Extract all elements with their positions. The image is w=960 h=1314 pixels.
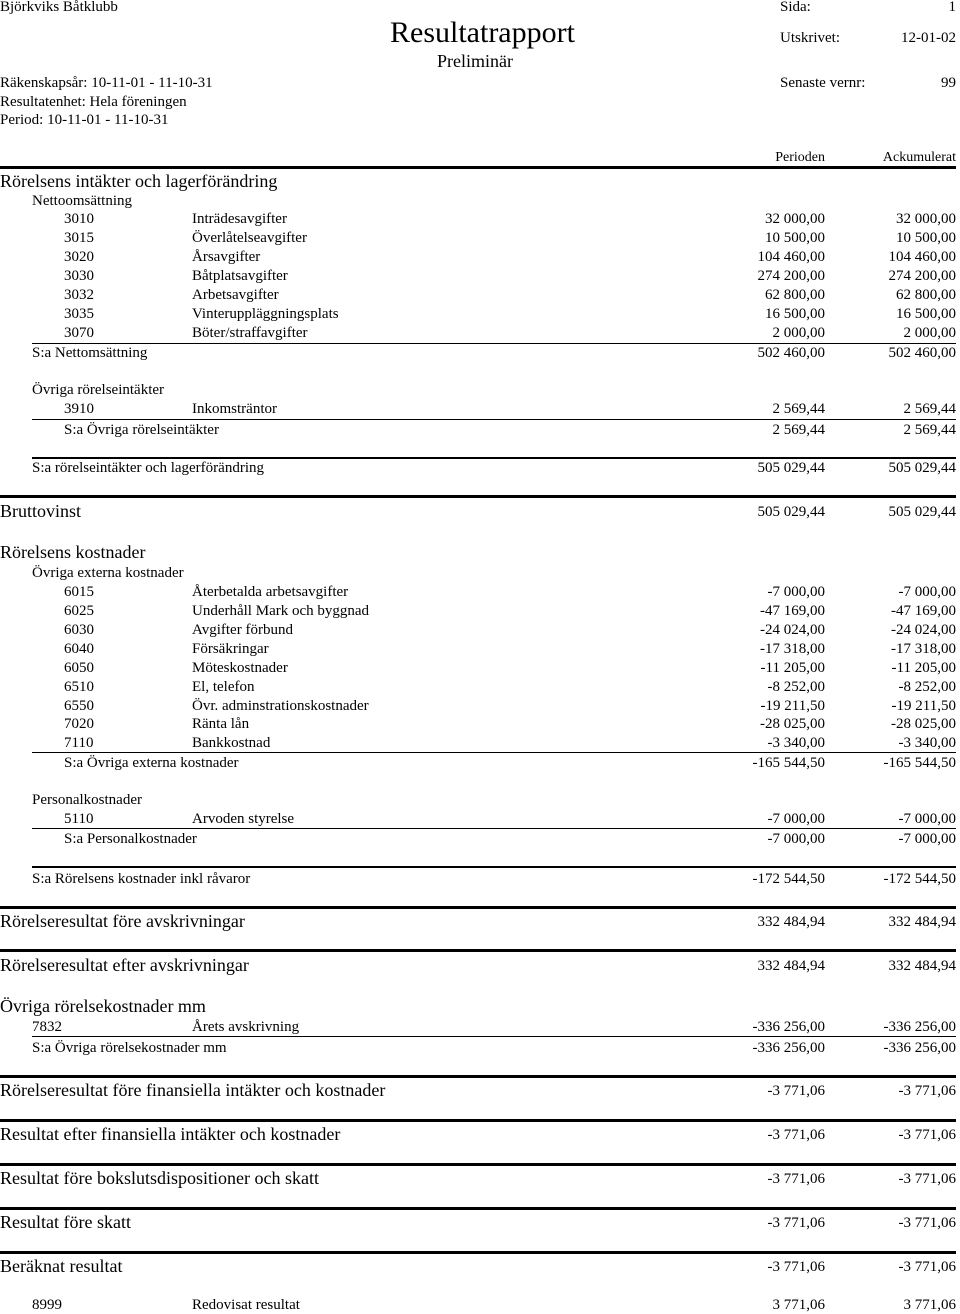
period-value: -7 000,00 — [767, 831, 825, 847]
result-rule — [0, 1163, 956, 1166]
subtotal-rule — [32, 828, 956, 829]
period-value: -11 205,00 — [760, 660, 825, 676]
accum-value: -7 000,00 — [898, 584, 956, 600]
account-number: 6050 — [64, 660, 94, 676]
period-value: -3 771,06 — [767, 1259, 825, 1275]
period-value: -28 025,00 — [760, 716, 825, 732]
account-number: 7020 — [64, 716, 94, 732]
period-value: 16 500,00 — [765, 306, 825, 322]
accum-value: -7 000,00 — [898, 831, 956, 847]
subtotal-label: S:a Övriga rörelsekostnader mm — [32, 1040, 227, 1056]
total-label: S:a rörelseintäkter och lagerförändring — [32, 460, 264, 476]
accum-value: 104 460,00 — [888, 249, 956, 265]
accum-value: 3 771,06 — [903, 1297, 956, 1313]
account-name: Vinteruppläggningsplats — [192, 306, 339, 322]
group-heading: Övriga externa kostnader — [32, 565, 184, 581]
account-number: 6040 — [64, 641, 94, 657]
account-name: Arbetsavgifter — [192, 287, 279, 303]
account-name: Övr. adminstrationskostnader — [192, 698, 369, 714]
period-value: 332 484,94 — [757, 914, 825, 930]
total-label: S:a Rörelsens kostnader inkl råvaror — [32, 871, 251, 887]
subtotal-rule — [32, 752, 956, 753]
accum-value: 502 460,00 — [888, 345, 956, 361]
account-number: 6025 — [64, 603, 94, 619]
accum-value: 10 500,00 — [896, 230, 956, 246]
period-value: -24 024,00 — [760, 622, 825, 638]
accum-value: -11 205,00 — [891, 660, 956, 676]
account-name: Möteskostnader — [192, 660, 288, 676]
account-number: 3020 — [64, 249, 94, 265]
accum-value: 2 569,44 — [903, 422, 956, 438]
account-number: 5110 — [64, 811, 94, 827]
account-number: 3910 — [64, 401, 94, 417]
accum-value: -17 318,00 — [891, 641, 956, 657]
accum-value: 32 000,00 — [896, 211, 956, 227]
period-value: -3 771,06 — [767, 1171, 825, 1187]
account-name: Avgifter förbund — [192, 622, 293, 638]
account-number: 8999 — [32, 1297, 62, 1313]
report-subtitle: Preliminär — [437, 51, 513, 71]
account-name: Böter/straffavgifter — [192, 325, 308, 341]
account-name: Försäkringar — [192, 641, 269, 657]
group-heading: Personalkostnader — [32, 792, 142, 808]
account-name: Årets avskrivning — [192, 1019, 300, 1035]
result-rule — [0, 906, 956, 909]
account-number: 6510 — [64, 679, 94, 695]
accum-value: 62 800,00 — [896, 287, 956, 303]
period-value: 502 460,00 — [757, 345, 825, 361]
accum-value: 16 500,00 — [896, 306, 956, 322]
period-value: -8 252,00 — [767, 679, 825, 695]
account-name: Arvoden styrelse — [192, 811, 295, 827]
period-value: 2 569,44 — [772, 422, 825, 438]
account-name: Inträdesavgifter — [192, 211, 287, 227]
total-rule — [32, 457, 956, 459]
period-value: -172 544,50 — [752, 871, 825, 887]
account-name: Ränta lån — [192, 716, 250, 732]
result-rule — [0, 1119, 956, 1122]
page-value: 1 — [948, 0, 956, 15]
accum-value: -7 000,00 — [898, 811, 956, 827]
subtotal-label: S:a Övriga rörelseintäkter — [64, 422, 219, 438]
result-label: Rörelseresultat före avskrivningar — [0, 911, 245, 931]
accum-value: -3 340,00 — [898, 735, 956, 751]
latest-vernr-value: 99 — [941, 75, 956, 91]
accum-value: -165 544,50 — [883, 755, 956, 771]
printed-value: 12-01-02 — [901, 30, 956, 46]
result-rule — [0, 949, 956, 952]
subtotal-rule — [32, 419, 956, 420]
result-label: Bruttovinst — [0, 501, 82, 521]
header-rule — [0, 166, 956, 169]
period-value: -19 211,50 — [760, 698, 825, 714]
accum-value: -3 771,06 — [898, 1215, 956, 1231]
section-heading: Rörelsens intäkter och lagerförändring — [0, 171, 278, 191]
section-heading: Rörelsens kostnader — [0, 542, 146, 562]
accum-value: -3 771,06 — [898, 1171, 956, 1187]
account-name: Överlåtelseavgifter — [192, 230, 307, 246]
accum-value: 505 029,44 — [888, 460, 956, 476]
account-name: Inkomsträntor — [192, 401, 277, 417]
period-value: 505 029,44 — [757, 504, 825, 520]
result-rule — [0, 1251, 956, 1254]
accum-value: -3 771,06 — [898, 1259, 956, 1275]
account-name: El, telefon — [192, 679, 255, 695]
period-value: 274 200,00 — [757, 268, 825, 284]
period-value: 2 000,00 — [772, 325, 825, 341]
report-title: Resultatrapport — [390, 16, 575, 49]
result-label: Resultat efter finansiella intäkter och kostnader — [0, 1124, 341, 1144]
account-number: 3070 — [64, 325, 94, 341]
account-name: Årsavgifter — [192, 249, 261, 265]
result-rule — [0, 1075, 956, 1078]
total-rule — [32, 866, 956, 868]
account-number: 7110 — [64, 735, 94, 751]
accum-value: -336 256,00 — [883, 1019, 956, 1035]
period-value: -17 318,00 — [760, 641, 825, 657]
account-number: 3010 — [64, 211, 94, 227]
account-number: 7832 — [32, 1019, 62, 1035]
result-rule — [0, 495, 956, 498]
result-label: Resultat före skatt — [0, 1212, 131, 1232]
account-name: Underhåll Mark och byggnad — [192, 603, 370, 619]
accum-value: -172 544,50 — [883, 871, 956, 887]
period-value: -336 256,00 — [752, 1040, 825, 1056]
period-value: -3 771,06 — [767, 1127, 825, 1143]
accum-value: 332 484,94 — [888, 958, 956, 974]
period-value: -7 000,00 — [767, 811, 825, 827]
period-value: -7 000,00 — [767, 584, 825, 600]
accum-value: -8 252,00 — [898, 679, 956, 695]
printed-label: Utskrivet: — [780, 30, 840, 46]
period-value: -336 256,00 — [752, 1019, 825, 1035]
period-value: -165 544,50 — [752, 755, 825, 771]
account-name: Bankkostnad — [192, 735, 271, 751]
accum-value: 505 029,44 — [888, 504, 956, 520]
period-value: -3 771,06 — [767, 1215, 825, 1231]
col-accum-header: Ackumulerat — [882, 150, 956, 165]
result-unit: Resultatenhet: Hela föreningen — [0, 94, 187, 110]
fiscal-year: Räkenskapsår: 10-11-01 - 11-10-31 — [0, 75, 213, 91]
result-rule — [0, 1207, 956, 1210]
period-value: 10 500,00 — [765, 230, 825, 246]
accum-value: 332 484,94 — [888, 914, 956, 930]
result-label: Resultat före bokslutsdispositioner och skatt — [0, 1168, 319, 1188]
period-value: 2 569,44 — [772, 401, 825, 417]
accum-value: 2 000,00 — [903, 325, 956, 341]
page-label: Sida: — [780, 0, 811, 15]
period-value: 505 029,44 — [757, 460, 825, 476]
accum-value: -28 025,00 — [891, 716, 956, 732]
account-number: 3030 — [64, 268, 94, 284]
result-label: Rörelseresultat före finansiella intäkter och kostnader — [0, 1080, 386, 1100]
account-number: 6015 — [64, 584, 94, 600]
account-name: Redovisat resultat — [192, 1297, 300, 1313]
account-number: 3035 — [64, 306, 94, 322]
accum-value: -47 169,00 — [891, 603, 956, 619]
subtotal-label: S:a Personalkostnader — [64, 831, 197, 847]
subtotal-rule — [32, 1036, 956, 1037]
account-number: 6030 — [64, 622, 94, 638]
result-label: Beräknat resultat — [0, 1256, 123, 1276]
account-name: Återbetalda arbetsavgifter — [192, 584, 349, 600]
group-heading: Nettoomsättning — [32, 193, 132, 209]
account-name: Båtplatsavgifter — [192, 268, 288, 284]
period-value: -3 340,00 — [767, 735, 825, 751]
account-number: 3032 — [64, 287, 94, 303]
accum-value: -3 771,06 — [898, 1127, 956, 1143]
company-name: Björkviks Båtklubb — [0, 0, 118, 15]
period-value: 62 800,00 — [765, 287, 825, 303]
accum-value: -3 771,06 — [898, 1083, 956, 1099]
accum-value: -19 211,50 — [891, 698, 956, 714]
period-value: 32 000,00 — [765, 211, 825, 227]
period-value: 332 484,94 — [757, 958, 825, 974]
accum-value: -24 024,00 — [891, 622, 956, 638]
period-value: -3 771,06 — [767, 1083, 825, 1099]
col-period-header: Perioden — [775, 150, 825, 165]
section-heading: Övriga rörelsekostnader mm — [0, 996, 206, 1016]
subtotal-label: S:a Nettomsättning — [32, 345, 148, 361]
accum-value: -336 256,00 — [883, 1040, 956, 1056]
subtotal-rule — [32, 343, 956, 344]
accum-value: 2 569,44 — [903, 401, 956, 417]
period-value: 104 460,00 — [757, 249, 825, 265]
accum-value: 274 200,00 — [888, 268, 956, 284]
period: Period: 10-11-01 - 11-10-31 — [0, 112, 169, 128]
account-number: 6550 — [64, 698, 94, 714]
period-value: -47 169,00 — [760, 603, 825, 619]
latest-vernr-label: Senaste vernr: — [780, 75, 866, 91]
account-number: 3015 — [64, 230, 94, 246]
group-heading: Övriga rörelseintäkter — [32, 382, 165, 398]
subtotal-label: S:a Övriga externa kostnader — [64, 755, 239, 771]
result-label: Rörelseresultat efter avskrivningar — [0, 955, 249, 975]
period-value: 3 771,06 — [772, 1297, 825, 1313]
